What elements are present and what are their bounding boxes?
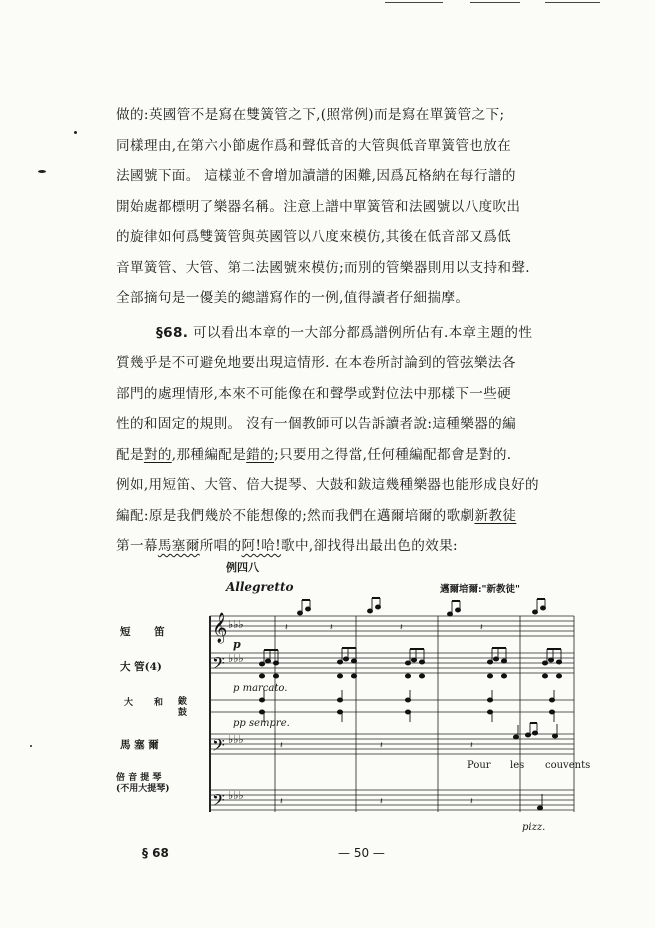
svg-text:𝄽: 𝄽 [380, 797, 383, 807]
text-line: 同樣理由,在第六小節處作爲和聲低音的大管與低音單簧管也放在 [116, 137, 512, 154]
lyric-word: les [510, 760, 525, 771]
svg-text:𝄽: 𝄽 [380, 741, 383, 751]
text-line: 部門的處理情形,本來不可能像在和聲學或對位法中那樣下一些硬 [116, 385, 512, 402]
paragraph-1 [116, 100, 616, 314]
top-rule-left [385, 2, 443, 3]
body-text [116, 100, 616, 562]
margin-speck [38, 170, 46, 173]
margin-speck [74, 131, 77, 134]
svg-text:𝄽: 𝄽 [400, 623, 403, 633]
staff-piccolo [210, 616, 574, 636]
instrument-label-double-bass: 倍 音 提 琴 [116, 773, 162, 783]
text-line [116, 440, 616, 471]
svg-text:𝄢: 𝄢 [212, 790, 225, 814]
margin-speck [30, 745, 32, 747]
text-line: 法國號下面。 這樣並不會增加讀譜的困難,因爲瓦格納在每行譜的 [116, 168, 516, 184]
top-rule-right [545, 2, 600, 3]
svg-text:𝄢: 𝄢 [212, 735, 225, 759]
text-line: 質幾乎是不可避免地要出現這情形. 在本卷所討論到的管弦樂法各 [116, 355, 516, 371]
text-line: 開始處都標明了樂器名稱。注意上譜中單簧管和法國號以八度吹出 [116, 198, 521, 215]
text-span: 歌中,卻找得出最出色的效果: [281, 538, 458, 554]
character-name: 馬塞爾 [157, 538, 200, 554]
svg-text:♭♭♭: ♭♭♭ [228, 618, 244, 631]
instrument-label-marcel: 馬 塞 爾 [120, 739, 159, 751]
paragraph-2 [116, 318, 616, 562]
text-span: ;只要用之得當,任何種編配都會是對的. [274, 446, 512, 463]
svg-text:♭♭♭: ♭♭♭ [228, 733, 244, 746]
example-title: 例四八 [226, 561, 259, 574]
clefs [212, 612, 227, 814]
text-line [116, 318, 616, 349]
text-line: 全部摘句是一優美的總譜寫作的一例,值得讀者仔細揣摩。 [116, 290, 470, 306]
lyric-word: couvents [545, 760, 591, 771]
section-mark: §68. [156, 324, 189, 341]
page-number: — 50 — [338, 846, 385, 860]
opera-title: 新教徒 [474, 507, 517, 524]
text-line: 例如,用短笛、大管、倍大提琴、大鼓和鈸這幾種樂器也能形成良好的 [116, 477, 539, 493]
svg-text:𝄢: 𝄢 [212, 653, 225, 677]
footer-section-mark: § 68 [142, 846, 169, 860]
text-span: 所唱的 [199, 538, 242, 554]
lyric-word: Pour [467, 760, 491, 771]
dynamic-piccolo: p [233, 638, 241, 651]
text-span: ,那種編配是 [171, 446, 247, 463]
instrument-label-piccolo: 短 笛 [120, 626, 175, 638]
staff-bassoons [210, 653, 574, 673]
svg-text:𝄽: 𝄽 [280, 797, 283, 807]
text-line [116, 531, 616, 562]
text-line [116, 501, 616, 532]
svg-text:𝄽: 𝄽 [470, 741, 473, 751]
instrument-label-drum: 鼓 [178, 708, 188, 718]
piccolo-notes [285, 598, 546, 633]
example-source: 邁爾培爾:"新教徒" [440, 584, 520, 595]
bassoon-notes [259, 648, 561, 678]
dynamic-bassoons: p marcato. [233, 683, 288, 694]
top-rule-middle [470, 2, 520, 3]
svg-text:𝄽: 𝄽 [285, 623, 288, 633]
pizz-marking: pizz. [522, 822, 546, 833]
svg-text:♭♭♭: ♭♭♭ [228, 652, 244, 665]
double-bass-notes [280, 794, 543, 810]
staff-double-bass [210, 790, 574, 810]
underlined-word: 錯的 [246, 446, 275, 463]
text-line: 音單簧管、大管、第二法國號來模仿;而別的管樂器則用以支持和聲. [116, 259, 530, 276]
text-span: 配是 [116, 446, 144, 463]
svg-text:𝄽: 𝄽 [480, 623, 483, 633]
svg-text:𝄞: 𝄞 [212, 613, 228, 643]
staff-marcel [210, 734, 574, 754]
text-span: 第一幕 [116, 538, 158, 554]
voice-notes [280, 723, 558, 751]
instrument-label-and: 和 [154, 698, 164, 708]
text-span: 編配:原是我們幾於不能想像的;然而我們在邁爾培爾的歌劇 [116, 507, 475, 524]
drum-notes [259, 690, 554, 722]
svg-text:𝄽: 𝄽 [280, 741, 283, 751]
instrument-label-cymbal: 鈸 [178, 697, 188, 707]
svg-text:𝄽: 𝄽 [330, 623, 333, 633]
text-line: 性的和固定的規則。 沒有一個教師可以告訴讀者說:這種樂器的編 [116, 416, 517, 432]
aria-title: 阿!哈! [241, 538, 282, 554]
tempo-marking: Allegretto [226, 580, 294, 594]
svg-text:♭♭♭: ♭♭♭ [228, 789, 244, 802]
dynamic-drums: pp sempre. [233, 718, 290, 729]
text-line: 的旋律如何爲雙簧管與英國管以八度來模仿,其後在低音部又爲低 [116, 229, 512, 245]
text-line: 做的:英國管不是寫在雙簧管之下,(照常例)而是寫在單簧管之下; [116, 107, 505, 123]
score-staves [210, 616, 574, 812]
instrument-label-drum: 大 [124, 698, 134, 708]
svg-text:𝄽: 𝄽 [470, 797, 473, 807]
instrument-label-bassoons: 大 管(4) [120, 661, 162, 673]
text-span: 可以看出本章的一大部分都爲譜例所佔有.本章主題的性 [192, 324, 533, 341]
instrument-label-double-bass-note: (不用大提琴) [116, 784, 170, 794]
underlined-word: 對的 [143, 446, 172, 463]
